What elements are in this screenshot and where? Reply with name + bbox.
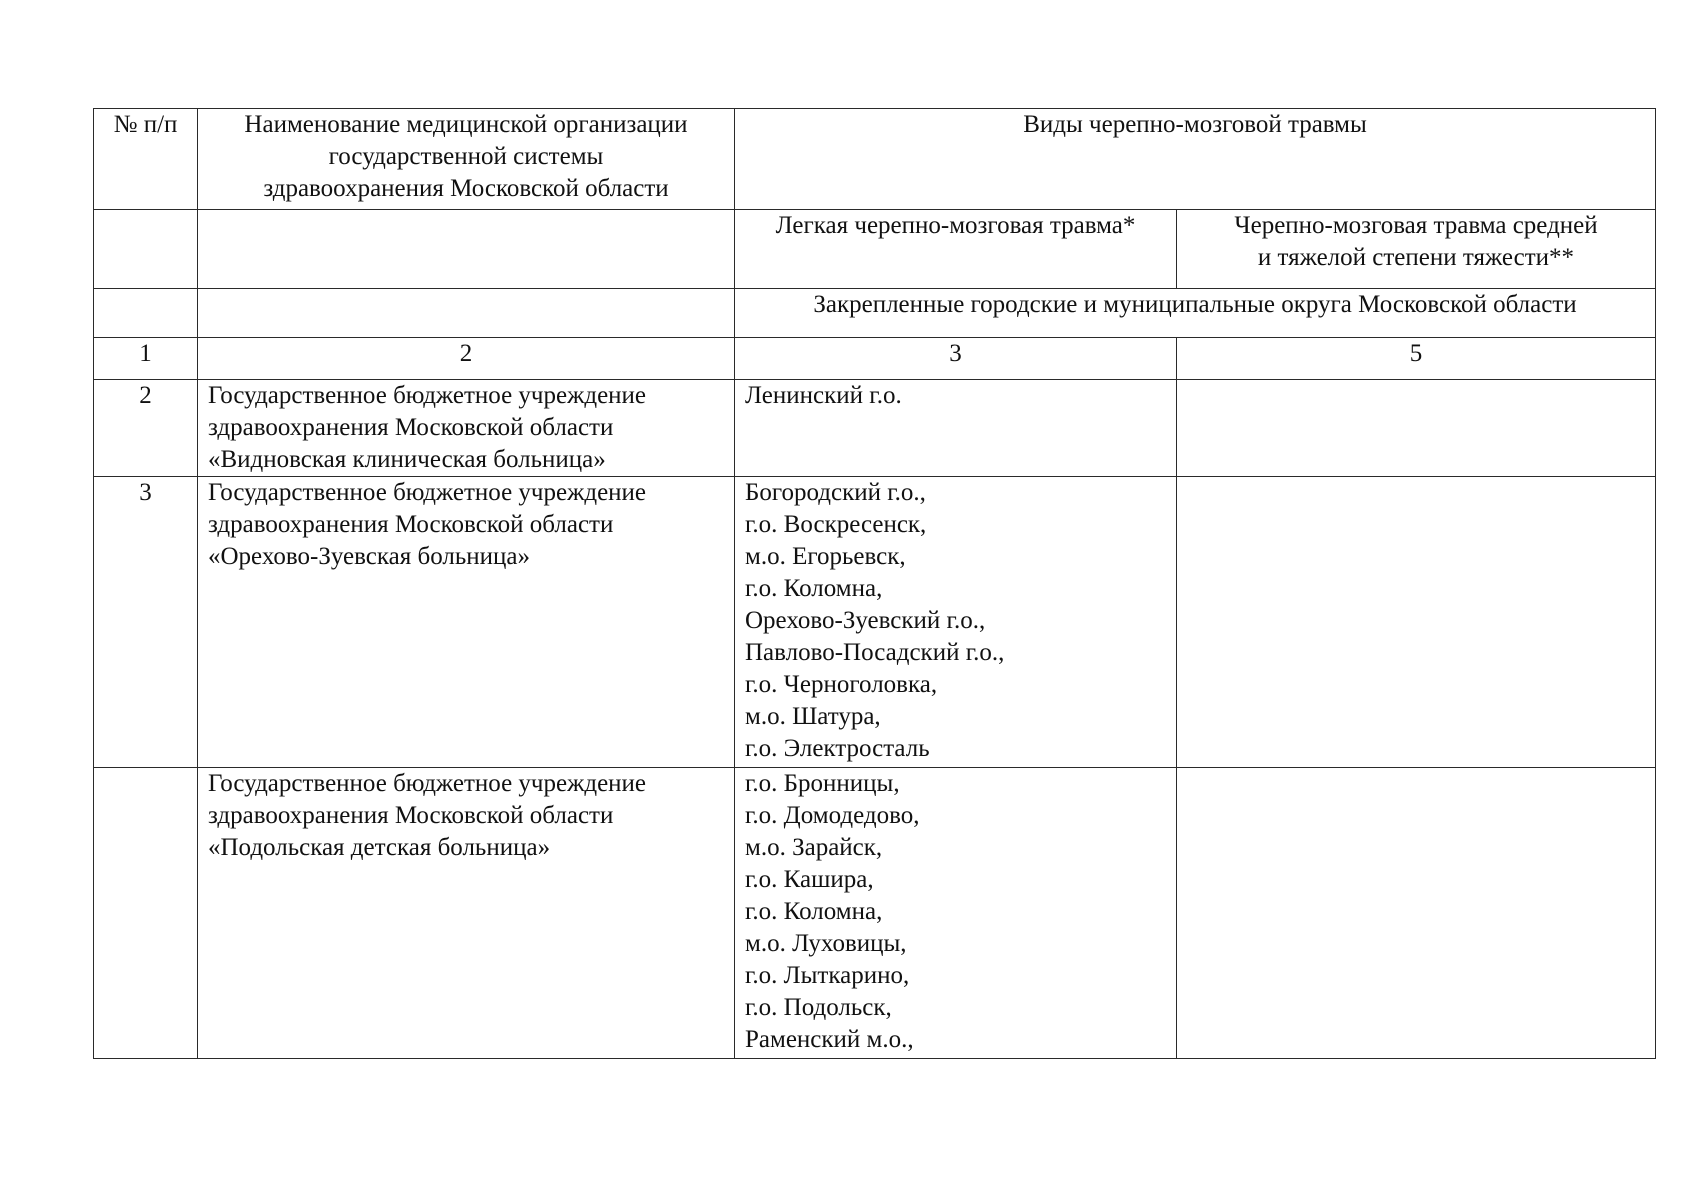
row-num: 2: [94, 380, 198, 477]
row-severe-districts: [1177, 380, 1656, 477]
header-districts: Закрепленные городские и муниципальные округа Московской области: [813, 291, 1577, 318]
header-num-cell: [94, 109, 198, 210]
col-number: 5: [1177, 338, 1656, 380]
header-light: Легкая черепно-мозговая травма*: [775, 212, 1136, 239]
header-types: Виды черепно-мозговой травмы: [1023, 111, 1367, 138]
header-districts-cell: [735, 289, 1656, 338]
header-org: Наименование медицинской организации государственной системы здравоохранения Московской области: [244, 111, 688, 202]
row-severe-districts: [1177, 477, 1656, 768]
row-light-districts: Богородский г.о., г.о. Воскресенск, м.о. Егорьевск, г.о. Коломна, Орехово-Зуевский г.о., Павлово-Посадский г.о., г.о. Черноголовка, м.о. Шатура, г.о. Электросталь: [735, 477, 1177, 768]
empty-cell: [94, 289, 198, 338]
col-number: 3: [735, 338, 1177, 380]
col-number: 1: [94, 338, 198, 380]
row-org: Государственное бюджетное учреждение здравоохранения Московской области «Орехово-Зуевская больница»: [198, 477, 735, 768]
header-severe-cell: [1177, 210, 1656, 289]
table-row: [94, 768, 1656, 1059]
row-org: Государственное бюджетное учреждение здравоохранения Московской области «Видновская клиническая больница»: [198, 380, 735, 477]
row-light-districts: Ленинский г.о.: [735, 380, 1177, 477]
row-severe-districts: [1177, 768, 1656, 1059]
header-types-cell: [735, 109, 1656, 210]
header-light-cell: [735, 210, 1177, 289]
row-num: 3: [94, 477, 198, 768]
districts-header-row: [94, 289, 1656, 338]
col-number: 2: [198, 338, 735, 380]
column-numbers-row: [94, 338, 1656, 380]
row-org: Государственное бюджетное учреждение здравоохранения Московской области «Подольская детская больница»: [198, 768, 735, 1059]
header-org-cell: [198, 109, 735, 210]
header-row: [94, 109, 1656, 210]
empty-cell: [198, 289, 735, 338]
header-num: № п/п: [113, 111, 178, 138]
empty-cell: [94, 210, 198, 289]
hospital-assignment-table: [93, 108, 1656, 1059]
row-light-districts: г.о. Бронницы, г.о. Домодедово, м.о. Зарайск, г.о. Кашира, г.о. Коломна, м.о. Луховицы, г.о. Лыткарино, г.о. Подольск, Раменский м.о.,: [735, 768, 1177, 1059]
table-row: [94, 477, 1656, 768]
header-severe: Черепно-мозговая травма средней и тяжелой степени тяжести**: [1234, 212, 1598, 271]
row-num: [94, 768, 198, 1059]
table-row: [94, 380, 1656, 477]
empty-cell: [198, 210, 735, 289]
subheader-row: [94, 210, 1656, 289]
